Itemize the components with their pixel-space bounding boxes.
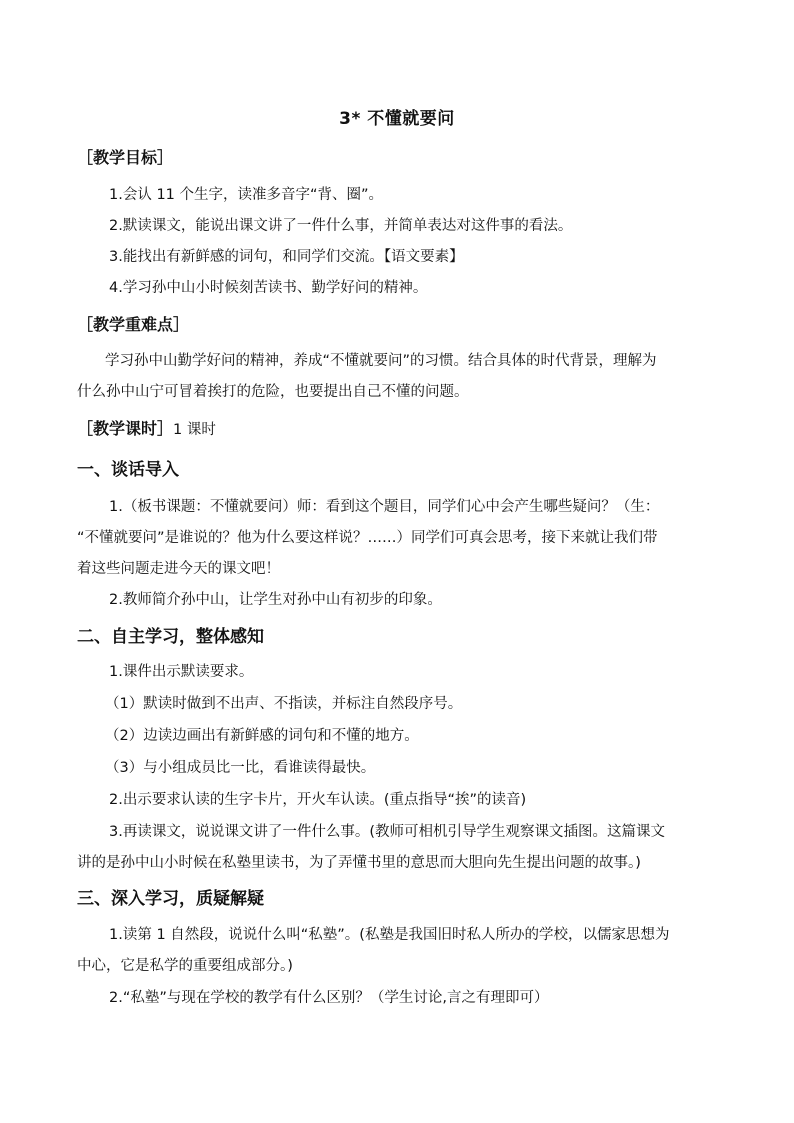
part1-line: 1.（板书课题：不懂就要问）师：看到这个题目，同学们心中会产生哪些疑问？（生：	[109, 499, 660, 515]
part2-line: （3）与小组成员比一比，看谁读得最快。	[105, 760, 376, 776]
part1-line: 2.教师简介孙中山，让学生对孙中山有初步的印象。	[109, 592, 442, 608]
part3-line: 2.“私塾”与现在学校的教学有什么区别？（学生讨论,言之有理即可）	[109, 990, 549, 1006]
part2-line: 2.出示要求认读的生字卡片，开火车认读。(重点指导“挨”的读音)	[109, 792, 527, 808]
part1-heading: 一、谈话导入	[77, 460, 179, 480]
objective-line: 1.会认 11 个生字，读准多音字“背、圈”。	[109, 187, 384, 203]
part1-line: 着这些问题走进今天的课文吧！	[77, 561, 280, 577]
objective-line: 2.默读课文，能说出课文讲了一件什么事，并简单表达对这件事的看法。	[109, 218, 573, 234]
key-points-heading: ［教学重难点］	[77, 315, 190, 334]
part3-line: 1.读第 1 自然段，说说什么叫“私塾”。(私塾是我国旧时私人所办的学校，以儒家思想为	[109, 927, 670, 943]
part2-line: 1.课件出示默读要求。	[109, 664, 254, 680]
part1-line: “不懂就要问”是谁说的？他为什么要这样说？……）同学们可真会思考，接下来就让我们带	[77, 530, 658, 546]
key-points-line: 什么孙中山宁可冒着挨打的危险，也要提出自己不懂的问题。	[77, 384, 469, 400]
key-points-line: 学习孙中山勤学好问的精神，养成“不懂就要问”的习惯。结合具体的时代背景，理解为	[105, 353, 657, 369]
objectives-heading: ［教学目标］	[77, 148, 174, 167]
class-hours-value: 1 课时	[173, 422, 216, 438]
class-hours-row	[77, 419, 216, 440]
objective-line: 3.能找出有新鲜感的词句，和同学们交流。【语文要素】	[109, 249, 464, 265]
part3-heading: 三、深入学习，质疑解疑	[77, 889, 264, 909]
part2-line: 讲的是孙中山小时候在私塾里读书，为了弄懂书里的意思而大胆向先生提出问题的故事。)	[77, 855, 641, 871]
class-hours-heading: ［教学课时］	[77, 419, 174, 438]
objective-line: 4.学习孙中山小时候刻苦读书、勤学好问的精神。	[109, 280, 428, 296]
part2-line: 3.再读课文，说说课文讲了一件什么事。(教师可相机引导学生观察课文插图。这篇课文	[109, 824, 665, 840]
part3-line: 中心，它是私学的重要组成部分。)	[77, 958, 293, 974]
part2-line: （1）默读时做到不出声、不指读，并标注自然段序号。	[105, 696, 463, 712]
document-title: 3* 不懂就要问	[339, 109, 455, 129]
part2-line: （2）边读边画出有新鲜感的词句和不懂的地方。	[105, 728, 419, 744]
part2-heading: 二、自主学习，整体感知	[77, 627, 264, 647]
